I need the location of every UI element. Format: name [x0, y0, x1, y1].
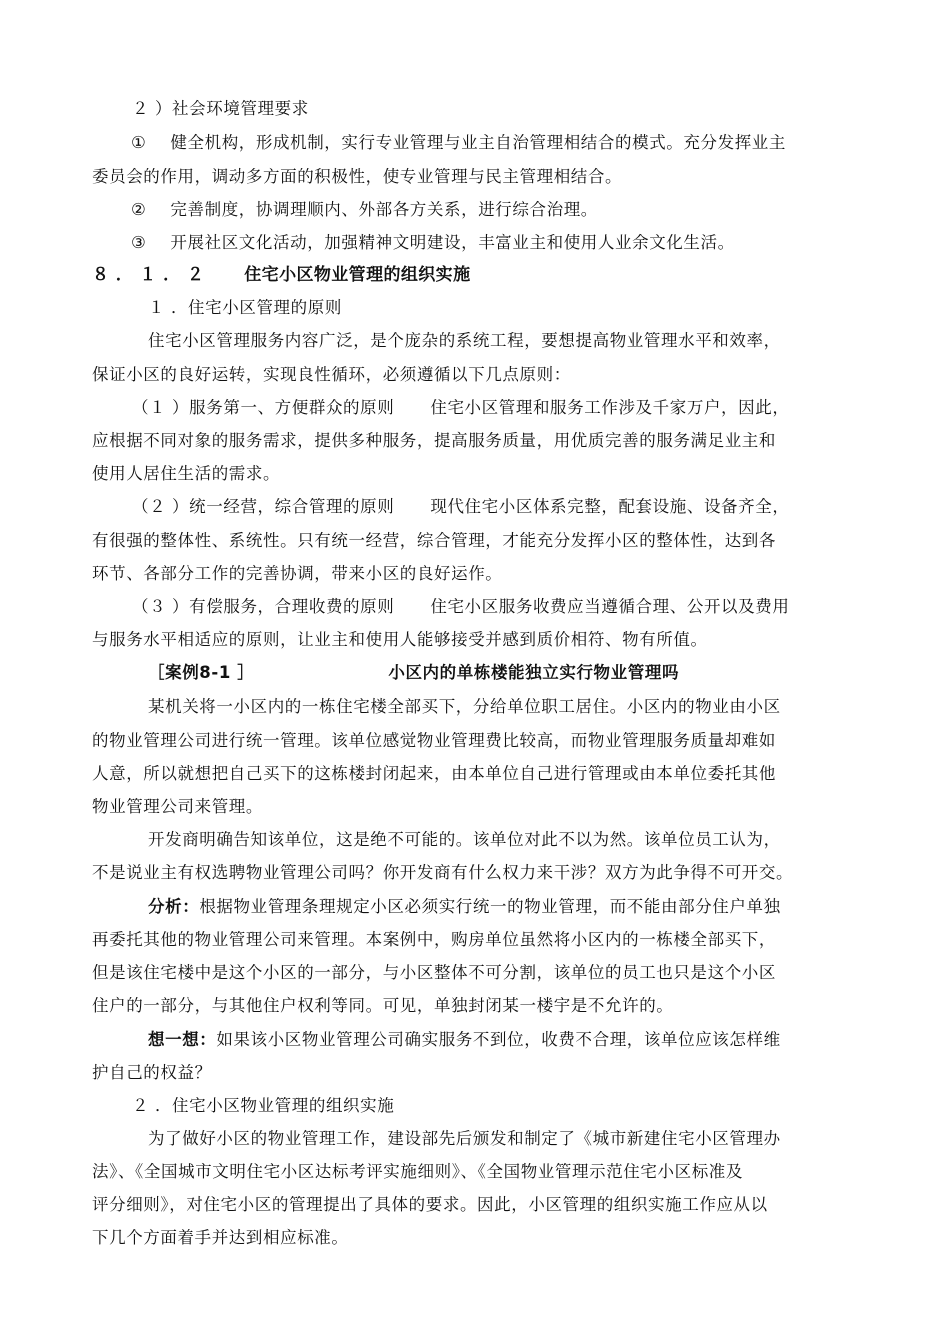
case-paragraph-1-line-4: 物业管理公司来管理。: [92, 797, 263, 816]
analysis-line-4: 住户的一部分，与其他住户权利等同。可见，单独封闭某一楼宇是不允许的。: [92, 996, 674, 1015]
principle-1-text: 住宅小区管理和服务工作涉及千家万户，因此，: [430, 398, 790, 417]
principle-3: [132, 596, 789, 618]
case-paragraph-2-line-2: 不是说业主有权选聘物业管理公司吗？你开发商有什么权力来干涉？双方为此争得不可开交。: [92, 863, 794, 882]
case-paragraph-2-line-1: 开发商明确告知该单位，这是绝不可能的。该单位对此不以为然。该单位员工认为，: [148, 830, 781, 849]
case-heading: [148, 662, 679, 684]
principle-2: [132, 496, 789, 518]
subheading-social-environment: ２ ）社会环境管理要求: [132, 99, 309, 118]
list-item-1-text: 健全机构，形成机制，实行专业管理与业主自治管理相结合的模式。充分发挥业主: [170, 133, 787, 152]
principle-2-line-2: 有很强的整体性、系统性。只有统一经营，综合管理，才能充分发挥小区的整体性，达到各: [92, 531, 776, 550]
think-line-1: [148, 1029, 781, 1051]
principle-1-line-2: 应根据不同对象的服务需求，提供多种服务，提高服务质量，用优质完善的服务满足业主和: [92, 431, 776, 450]
analysis-label: 分析：: [148, 897, 200, 916]
final-paragraph-line-1: 为了做好小区的物业管理工作，建设部先后颁发和制定了《城市新建住宅小区管理办: [148, 1129, 781, 1148]
list-item-3: [131, 232, 735, 254]
final-paragraph-line-3: 评分细则》，对住宅小区的管理提出了具体的要求。因此，小区管理的组织实施工作应从以: [92, 1195, 768, 1214]
final-paragraph-line-4: 下几个方面着手并达到相应标准。: [92, 1228, 349, 1247]
principle-2-head: （２ ）统一经营，综合管理的原则: [132, 497, 395, 516]
intro-paragraph-line-1: 住宅小区管理服务内容广泛，是个庞杂的系统工程，要想提高物业管理水平和效率，: [148, 331, 781, 350]
intro-paragraph-line-2: 保证小区的良好运转，实现良性循环，必须遵循以下几点原则：: [92, 365, 571, 384]
list-item-1: [131, 132, 786, 154]
principle-3-line-2: 与服务水平相适应的原则，让业主和使用人能够接受并感到质价相符、物有所值。: [92, 630, 708, 649]
final-paragraph-line-2: 法》、《全国城市文明住宅小区达标考评实施细则》、《全国物业管理示范住宅小区标准及: [92, 1162, 743, 1181]
case-label: ［案例8-1 ］: [148, 663, 255, 682]
analysis-text: 根据物业管理条理规定小区必须实行统一的物业管理，而不能由部分住户单独: [199, 897, 781, 916]
analysis-line-3: 但是该住宅楼中是这个小区的一部分，与小区整体不可分割，该单位的员工也只是这个小区: [92, 963, 776, 982]
section-heading: [92, 264, 470, 286]
principle-1-head: （１ ）服务第一、方便群众的原则: [132, 398, 395, 417]
think-line-2: 护自己的权益？: [92, 1063, 212, 1082]
subheading-principles: １ ．住宅小区管理的原则: [148, 298, 342, 317]
analysis-line-1: [148, 896, 781, 918]
case-paragraph-1-line-1: 某机关将一小区内的一栋住宅楼全部买下，分给单位职工居住。小区内的物业由小区: [148, 697, 781, 716]
subheading-organization: ２ ．住宅小区物业管理的组织实施: [132, 1096, 395, 1115]
list-item-1-continuation: 委员会的作用，调动多方面的积极性，使专业管理与民主管理相结合。: [92, 167, 623, 186]
case-paragraph-1-line-3: 人意，所以就想把自己买下的这栋楼封闭起来，由本单位自己进行管理或由本单位委托其他: [92, 764, 776, 783]
circled-number-2: ②: [131, 200, 147, 219]
principle-1: [132, 397, 789, 419]
think-text: 如果该小区物业管理公司确实服务不到位，收费不合理，该单位应该怎样维: [216, 1030, 781, 1049]
section-number: ８ ． １ ． ２: [92, 265, 205, 285]
case-title: 小区内的单栋楼能独立实行物业管理吗: [388, 663, 680, 682]
list-item-2: [131, 199, 598, 221]
circled-number-1: ①: [131, 133, 147, 152]
section-title: 住宅小区物业管理的组织实施: [244, 265, 471, 285]
principle-2-text: 现代住宅小区体系完整，配套设施、设备齐全，: [430, 497, 790, 516]
list-item-3-text: 开展社区文化活动，加强精神文明建设，丰富业主和使用人业余文化生活。: [170, 233, 735, 252]
list-item-2-text: 完善制度，协调理顺内、外部各方关系，进行综合治理。: [170, 200, 598, 219]
principle-3-head: （３ ）有偿服务，合理收费的原则: [132, 597, 395, 616]
circled-number-3: ③: [131, 233, 147, 252]
case-paragraph-1-line-2: 的物业管理公司进行统一管理。该单位感觉物业管理费比较高，而物业管理服务质量却难如: [92, 731, 776, 750]
think-label: 想一想：: [148, 1030, 217, 1049]
principle-3-text: 住宅小区服务收费应当遵循合理、公开以及费用: [430, 597, 790, 616]
analysis-line-2: 再委托其他的物业管理公司来管理。本案例中，购房单位虽然将小区内的一栋楼全部买下，: [92, 930, 776, 949]
principle-2-line-3: 环节、各部分工作的完善协调，带来小区的良好运作。: [92, 564, 503, 583]
principle-1-line-3: 使用人居住生活的需求。: [92, 464, 281, 483]
